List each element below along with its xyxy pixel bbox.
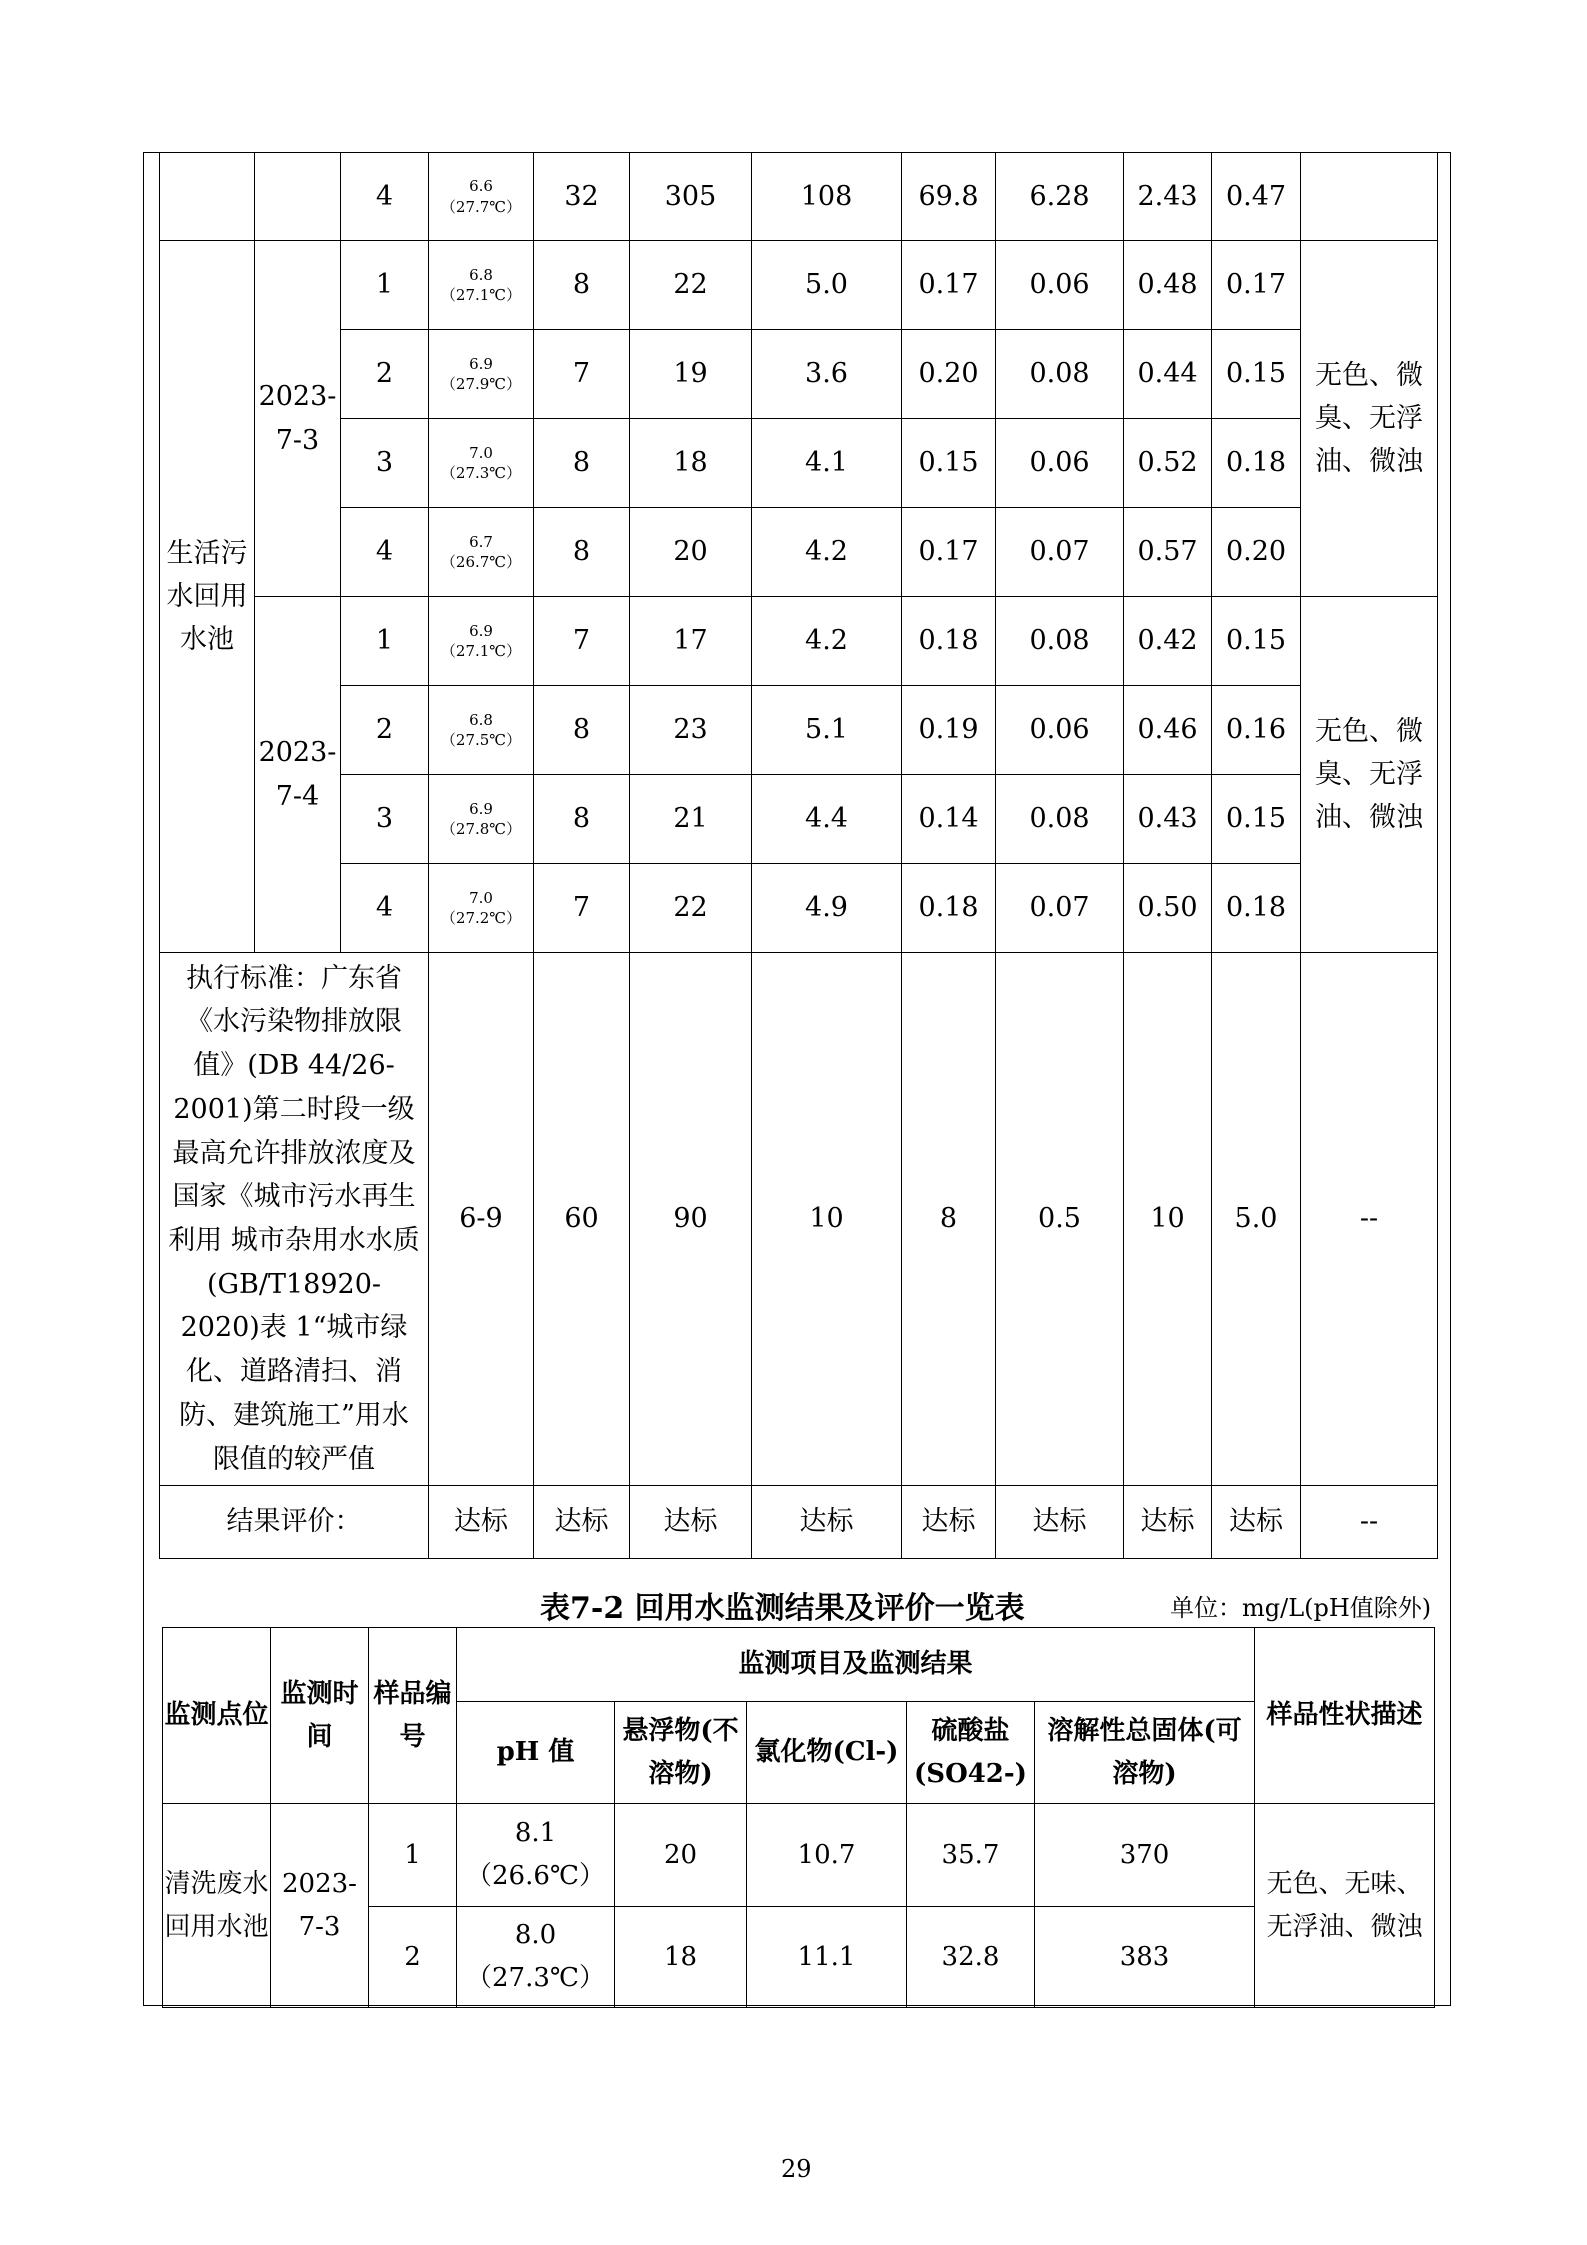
value-cell: 0.44 [1124, 330, 1212, 419]
date-cell: 2023-7-3 [255, 241, 341, 597]
monitoring-table-1 [159, 152, 1438, 1559]
value-cell: 0.17 [1212, 241, 1301, 330]
unit-label: 单位：mg/L(pH值除外) [1170, 1594, 1432, 1622]
value-cell: 0.15 [1212, 330, 1301, 419]
location-cell: 清洗废水回用水池 [163, 1804, 271, 2008]
value-cell: 8 [534, 686, 630, 775]
ph-cell: 6.9 （27.9℃） [429, 330, 534, 419]
value-cell: 0.43 [1124, 775, 1212, 864]
standard-value: 60 [534, 953, 630, 1486]
standard-value: 10 [1124, 953, 1212, 1486]
table-row [160, 775, 1438, 864]
ph-cell: 6.6 （27.7℃） [429, 153, 534, 241]
desc-cell [1301, 153, 1438, 241]
ph-cell: 7.0 （27.3℃） [429, 419, 534, 508]
value-cell: 32 [534, 153, 630, 241]
header-ph: pH 值 [457, 1702, 615, 1804]
result-value: 达标 [1212, 1486, 1301, 1559]
sample-cell: 3 [341, 419, 429, 508]
header-sample: 样品编号 [369, 1628, 457, 1804]
value-cell: 0.07 [996, 864, 1124, 953]
ph-cell: 6.7 （26.7℃） [429, 508, 534, 597]
value-cell: 0.15 [902, 419, 996, 508]
standard-value: 8 [902, 953, 996, 1486]
header-group: 监测项目及监测结果 [457, 1628, 1255, 1702]
value-cell: 18 [615, 1907, 747, 2008]
ph-cell: 6.8 （27.5℃） [429, 686, 534, 775]
standard-row [160, 953, 1438, 1486]
value-cell: 0.17 [902, 508, 996, 597]
result-value: 达标 [752, 1486, 902, 1559]
value-cell: 22 [630, 864, 752, 953]
sample-cell: 4 [341, 508, 429, 597]
value-cell: 5.0 [752, 241, 902, 330]
value-cell: 305 [630, 153, 752, 241]
value-cell: 3.6 [752, 330, 902, 419]
result-value: 达标 [996, 1486, 1124, 1559]
value-cell: 0.08 [996, 775, 1124, 864]
table-row [160, 419, 1438, 508]
sample-cell: 2 [341, 330, 429, 419]
table-row [160, 864, 1438, 953]
desc-cell: 无色、微臭、无浮油、微浊 [1301, 597, 1438, 953]
date-cell: 2023-7-4 [255, 597, 341, 953]
value-cell: 8 [534, 419, 630, 508]
header-desc: 样品性状描述 [1255, 1628, 1435, 1804]
location-cell [160, 153, 255, 241]
ph-cell: 6.9 （27.1℃） [429, 597, 534, 686]
value-cell: 0.15 [1212, 775, 1301, 864]
value-cell: 0.50 [1124, 864, 1212, 953]
header-row [163, 1628, 1435, 1702]
value-cell: 4.2 [752, 508, 902, 597]
desc-cell: 无色、微臭、无浮油、微浊 [1301, 241, 1438, 597]
value-cell: 18 [630, 419, 752, 508]
monitoring-table-2 [162, 1627, 1435, 2008]
sample-cell: 3 [341, 775, 429, 864]
header-tds: 溶解性总固体(可溶物) [1035, 1702, 1255, 1804]
desc-cell: 无色、无味、无浮油、微浊 [1255, 1804, 1435, 2008]
value-cell: 0.17 [902, 241, 996, 330]
value-cell: 6.28 [996, 153, 1124, 241]
ph-cell: 6.9 （27.8℃） [429, 775, 534, 864]
standard-value: -- [1301, 953, 1438, 1486]
header-ss: 悬浮物(不溶物) [615, 1702, 747, 1804]
value-cell: 8 [534, 775, 630, 864]
value-cell: 0.47 [1212, 153, 1301, 241]
header-so4: 硫酸盐(SO42-) [907, 1702, 1035, 1804]
sample-cell: 4 [341, 153, 429, 241]
result-value: 达标 [429, 1486, 534, 1559]
result-value: 达标 [534, 1486, 630, 1559]
value-cell: 0.46 [1124, 686, 1212, 775]
value-cell: 0.16 [1212, 686, 1301, 775]
table-row [160, 508, 1438, 597]
result-label: 结果评价： [160, 1486, 429, 1559]
result-value: 达标 [1124, 1486, 1212, 1559]
value-cell: 0.06 [996, 686, 1124, 775]
standard-value: 6-9 [429, 953, 534, 1486]
value-cell: 0.15 [1212, 597, 1301, 686]
value-cell: 0.20 [902, 330, 996, 419]
value-cell: 0.06 [996, 419, 1124, 508]
value-cell: 0.06 [996, 241, 1124, 330]
value-cell: 0.42 [1124, 597, 1212, 686]
table-caption: 表7-2 回用水监测结果及评价一览表 [540, 1591, 1025, 1626]
table-row [160, 241, 1438, 330]
table-row [160, 153, 1438, 241]
result-row [160, 1486, 1438, 1559]
value-cell: 8 [534, 508, 630, 597]
value-cell: 8 [534, 241, 630, 330]
value-cell: 7 [534, 864, 630, 953]
value-cell: 4.2 [752, 597, 902, 686]
value-cell: 32.8 [907, 1907, 1035, 2008]
value-cell: 21 [630, 775, 752, 864]
date-cell: 2023-7-3 [271, 1804, 369, 2008]
value-cell: 22 [630, 241, 752, 330]
value-cell: 5.1 [752, 686, 902, 775]
value-cell: 0.18 [1212, 419, 1301, 508]
value-cell: 0.07 [996, 508, 1124, 597]
value-cell: 0.08 [996, 330, 1124, 419]
header-cl: 氯化物(Cl-) [747, 1702, 907, 1804]
value-cell: 4.4 [752, 775, 902, 864]
value-cell: 7 [534, 330, 630, 419]
ph-cell: 8.1 （26.6℃） [457, 1804, 615, 1907]
value-cell: 23 [630, 686, 752, 775]
sample-cell: 4 [341, 864, 429, 953]
header-time: 监测时间 [271, 1628, 369, 1804]
value-cell: 19 [630, 330, 752, 419]
sample-cell: 2 [341, 686, 429, 775]
ph-cell: 7.0 （27.2℃） [429, 864, 534, 953]
value-cell: 2.43 [1124, 153, 1212, 241]
sample-cell: 1 [341, 597, 429, 686]
value-cell: 4.1 [752, 419, 902, 508]
result-value: 达标 [630, 1486, 752, 1559]
ph-cell: 8.0 （27.3℃） [457, 1907, 615, 2008]
value-cell: 0.14 [902, 775, 996, 864]
value-cell: 108 [752, 153, 902, 241]
result-value: -- [1301, 1486, 1438, 1559]
sample-cell: 1 [341, 241, 429, 330]
result-value: 达标 [902, 1486, 996, 1559]
value-cell: 20 [615, 1804, 747, 1907]
value-cell: 35.7 [907, 1804, 1035, 1907]
header-location: 监测点位 [163, 1628, 271, 1804]
standard-value: 90 [630, 953, 752, 1486]
value-cell: 0.18 [902, 597, 996, 686]
value-cell: 69.8 [902, 153, 996, 241]
value-cell: 0.57 [1124, 508, 1212, 597]
standard-label: 执行标准：广东省《水污染物排放限值》(DB 44/26-2001)第二时段一级最高允许排放浓度及国家《城市污水再生利用 城市杂用水水质(GB/T18920-2020)表 1“城市绿化、道路清扫、消防、建筑施工”用水限值的较严值 [160, 953, 429, 1486]
standard-value: 5.0 [1212, 953, 1301, 1486]
location-cell: 生活污水回用水池 [160, 241, 255, 953]
standard-value: 10 [752, 953, 902, 1486]
value-cell: 17 [630, 597, 752, 686]
value-cell: 11.1 [747, 1907, 907, 2008]
value-cell: 7 [534, 597, 630, 686]
page-number: 29 [781, 2155, 812, 2183]
date-cell [255, 153, 341, 241]
value-cell: 0.20 [1212, 508, 1301, 597]
value-cell: 20 [630, 508, 752, 597]
value-cell: 10.7 [747, 1804, 907, 1907]
ph-cell: 6.8 （27.1℃） [429, 241, 534, 330]
sample-cell: 2 [369, 1907, 457, 2008]
table-row [163, 1804, 1435, 1907]
value-cell: 0.18 [902, 864, 996, 953]
value-cell: 383 [1035, 1907, 1255, 2008]
value-cell: 370 [1035, 1804, 1255, 1907]
value-cell: 0.48 [1124, 241, 1212, 330]
value-cell: 0.08 [996, 597, 1124, 686]
standard-value: 0.5 [996, 953, 1124, 1486]
table-row [160, 330, 1438, 419]
value-cell: 4.9 [752, 864, 902, 953]
value-cell: 0.52 [1124, 419, 1212, 508]
table-row [160, 686, 1438, 775]
value-cell: 0.19 [902, 686, 996, 775]
value-cell: 0.18 [1212, 864, 1301, 953]
table-row [160, 597, 1438, 686]
sample-cell: 1 [369, 1804, 457, 1907]
